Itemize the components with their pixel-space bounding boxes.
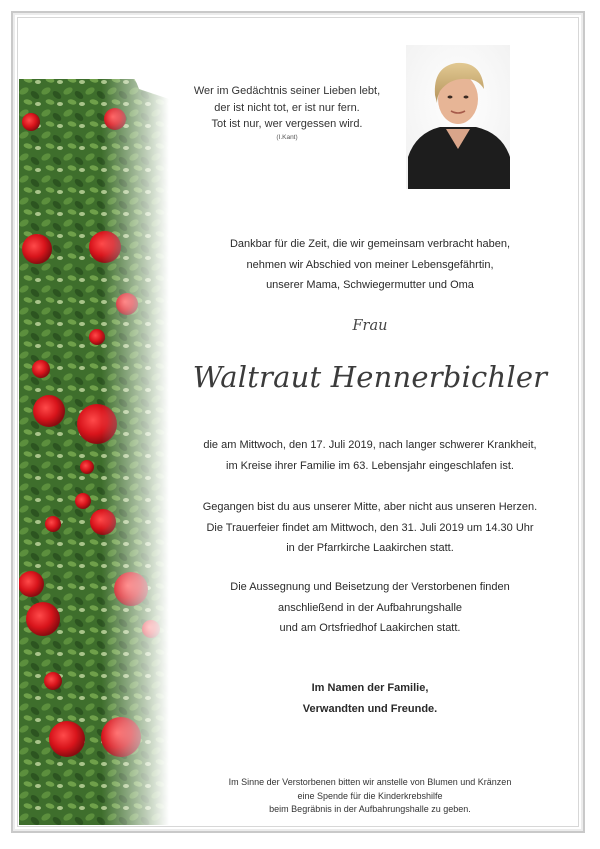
rose-bush-image [19,19,169,825]
footer-line-1: Im Sinne der Verstorbenen bitten wir anstelle von Blumen und Kränzen [228,777,512,787]
family-signature [170,678,570,719]
signature-line-2: Verwandten und Freunde. [302,702,438,715]
death-line-2: im Kreise ihrer Familie im 63. Lebensjahr eingeschlafen ist. [226,459,514,472]
intro-line-2: nehmen wir Abschied von meiner Lebensgefährtin, [246,258,494,271]
funeral-line-2: Die Trauerfeier findet am Mittwoch, den 31. Juli 2019 um 14.30 Uhr [206,521,534,534]
quote-line-1: Wer im Gedächtnis seiner Lieben lebt, [193,85,381,97]
quote-author: (I.Kant) [276,133,298,141]
portrait-photo [406,45,510,189]
footer-line-3: beim Begräbnis in der Aufbahrungshalle zu geben. [269,804,471,814]
quote-line-2: der ist nicht tot, er ist nur fern. [214,101,360,114]
burial-info [170,577,570,639]
death-line-1: die am Mittwoch, den 17. Juli 2019, nach langer schwerer Krankheit, [203,439,537,451]
intro-text [170,234,570,296]
salutation: Frau [352,318,388,334]
funeral-line-1: Gegangen bist du aus unserer Mitte, aber nicht aus unseren Herzen. [202,501,538,513]
intro-line-1: Dankbar für die Zeit, die wir gemeinsam verbracht haben, [229,238,511,250]
signature-line-1: Im Namen der Familie, [311,682,429,694]
kant-quote [180,83,394,143]
burial-line-1: Die Aussegnung und Beisetzung der Verstorbenen finden [230,581,510,593]
donation-note [170,776,570,817]
funeral-info [170,497,570,559]
deceased-name: Waltraut Hennerbichler [192,360,548,394]
footer-line-2: eine Spende für die Kinderkrebshilfe [297,790,443,801]
quote-line-3: Tot ist nur, wer vergessen wird. [211,118,363,130]
intro-line-3: unserer Mama, Schwiegermutter und Oma [266,279,474,291]
funeral-line-3: in der Pfarrkirche Laakirchen statt. [286,542,454,554]
burial-line-2: anschließend in der Aufbahrungshalle [277,601,463,614]
burial-line-3: und am Ortsfriedhof Laakirchen statt. [279,622,461,634]
death-notice [170,435,570,476]
